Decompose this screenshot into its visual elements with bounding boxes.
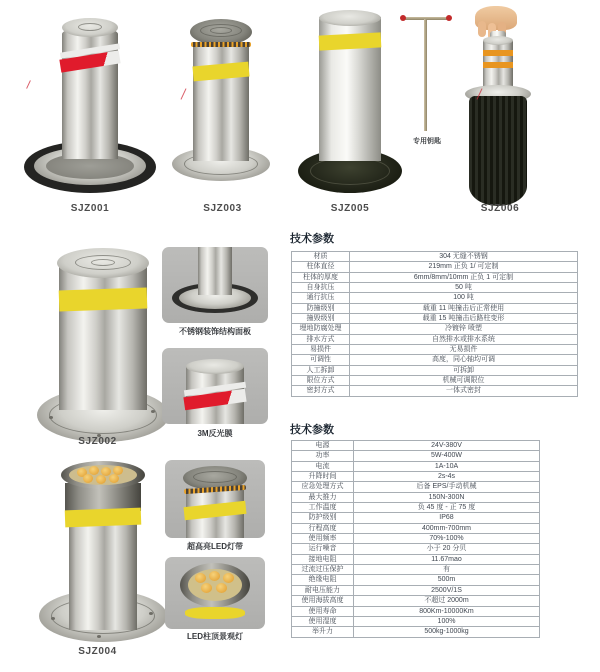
led-bulb xyxy=(96,475,106,484)
spec-value: 2500V/1S xyxy=(354,585,540,595)
cap-ring-inner xyxy=(91,259,115,266)
spec-row xyxy=(292,314,578,324)
spec-key: 使用寿命 xyxy=(292,606,354,616)
spec-key: 排水方式 xyxy=(292,334,350,344)
spec-row xyxy=(292,252,578,262)
spec-key: 功率 xyxy=(292,451,354,461)
spec-row xyxy=(292,565,540,575)
spec-value: 5W-400W xyxy=(354,451,540,461)
spec-value: 11.67mao xyxy=(354,554,540,564)
base-ring xyxy=(310,157,390,185)
flange-bolt xyxy=(51,617,55,620)
spec-value: 70%-100% xyxy=(354,534,540,544)
product-sjz004 xyxy=(25,455,170,672)
spec-row xyxy=(292,376,578,386)
spec-value: 800Km-10000Km xyxy=(354,606,540,616)
spec-title-mechanical: 技术参数 xyxy=(290,233,334,245)
orange-band xyxy=(483,50,513,56)
spec-value: 100% xyxy=(354,616,540,626)
spec-row xyxy=(292,303,578,313)
spec-row xyxy=(292,513,540,523)
model-label-sjz005: SJZ005 xyxy=(330,203,370,214)
spec-key: 工作温度 xyxy=(292,503,354,513)
spec-key: 举升力 xyxy=(292,627,354,637)
spec-value: 500kg-1000kg xyxy=(354,627,540,637)
detail-card-reflective-film xyxy=(162,348,268,424)
led-bulb xyxy=(109,474,119,483)
flange-bolt xyxy=(151,410,155,413)
spec-key: 撞毁级别 xyxy=(292,314,350,324)
spec-key: 材质 xyxy=(292,252,350,262)
spec-value: 304 无缝不锈钢 xyxy=(350,252,578,262)
spec-value: 自然排水或排水系统 xyxy=(350,334,578,344)
spec-value: 一体式密封 xyxy=(350,386,578,396)
led-strip xyxy=(191,42,251,47)
spec-key: 防护级别 xyxy=(292,513,354,523)
yellow-band xyxy=(65,508,142,528)
model-label-sjz006: SJZ006 xyxy=(480,203,520,214)
spec-row xyxy=(292,596,540,606)
spec-key: 通行抗压 xyxy=(292,293,350,303)
spec-key: 最大推力 xyxy=(292,492,354,502)
spec-value: 6mm/8mm/10mm 正负 1 可定制 xyxy=(350,272,578,282)
model-label-sjz003: SJZ003 xyxy=(203,203,242,214)
model-label-sjz002: SJZ002 xyxy=(78,436,117,447)
flange-bolt xyxy=(149,612,153,615)
product-sjz006 xyxy=(445,3,555,220)
product-sjz003 xyxy=(160,5,285,220)
spec-row xyxy=(292,345,578,355)
bollard-top-cap xyxy=(319,10,381,26)
cylinder-cap xyxy=(483,36,513,45)
strip-cap-ring xyxy=(193,471,237,483)
spec-value: 1A-10A xyxy=(354,461,540,471)
bollard-body xyxy=(59,264,147,410)
spec-key: 柱体的厚度 xyxy=(292,272,350,282)
spec-key: 电流 xyxy=(292,461,354,471)
product-sjz005 xyxy=(290,5,410,220)
spec-key: 柱体直径 xyxy=(292,262,350,272)
spec-row xyxy=(292,386,578,396)
led-bulb xyxy=(209,571,220,581)
spec-value: 冷镀锌 喷塑 xyxy=(350,324,578,334)
spec-value: 400mm-700mm xyxy=(354,523,540,533)
spec-row xyxy=(292,461,540,471)
ground-sleeve xyxy=(469,96,527,206)
spec-row xyxy=(292,272,578,282)
bollard-body xyxy=(193,43,249,161)
spec-key: 人工拆卸 xyxy=(292,365,350,375)
key-shaft xyxy=(424,19,427,131)
spec-value: 100 吨 xyxy=(350,293,578,303)
caption-panel: 不锈钢装饰结构面板 xyxy=(179,327,251,336)
spec-value: 载重 11 吨撞击后正常使用 xyxy=(350,303,578,313)
spec-row xyxy=(292,606,540,616)
spec-key: 耐电压能力 xyxy=(292,585,354,595)
spec-key: 行程高度 xyxy=(292,523,354,533)
spec-value: 500m xyxy=(354,575,540,585)
spec-key: 使用海拔高度 xyxy=(292,596,354,606)
spec-key: 运行噪音 xyxy=(292,544,354,554)
film-bollard-cap xyxy=(186,359,244,374)
spec-row xyxy=(292,627,540,637)
spec-row xyxy=(292,544,540,554)
spec-key: 可调性 xyxy=(292,355,350,365)
spec-row xyxy=(292,575,540,585)
spec-value: 小于 20 分贝 xyxy=(354,544,540,554)
spec-key: 应急处理方式 xyxy=(292,482,354,492)
spec-value: 载重 15 吨撞击后路柱变形 xyxy=(350,314,578,324)
spec-key: 使用湿度 xyxy=(292,616,354,626)
key-handle-tip-left xyxy=(400,15,406,21)
cap-ring xyxy=(78,23,102,31)
detail-card-led-strip xyxy=(165,460,265,538)
spec-value: 有 xyxy=(354,565,540,575)
spec-row xyxy=(292,534,540,544)
spec-key: 限位方式 xyxy=(292,376,350,386)
spec-row xyxy=(292,503,540,513)
spec-key: 埋地防腐处理 xyxy=(292,324,350,334)
spec-key: 绝缘电阻 xyxy=(292,575,354,585)
top-light-yellow-band xyxy=(185,607,245,619)
spec-row xyxy=(292,554,540,564)
spec-key: 过流过压保护 xyxy=(292,565,354,575)
spec-key: 易损件 xyxy=(292,345,350,355)
spec-value: 无易损件 xyxy=(350,345,578,355)
spec-row xyxy=(292,523,540,533)
panel-pipe xyxy=(198,247,232,295)
model-label-sjz004: SJZ004 xyxy=(78,646,117,657)
caption-led-top: LED柱顶景观灯 xyxy=(187,632,243,641)
spec-value: 不超过 2000m xyxy=(354,596,540,606)
spec-value: IP68 xyxy=(354,513,540,523)
spec-value: 机械可调限位 xyxy=(350,376,578,386)
spec-row xyxy=(292,365,578,375)
model-label-sjz001: SJZ001 xyxy=(70,203,110,214)
spec-row xyxy=(292,293,578,303)
spec-table-mechanical xyxy=(291,251,578,397)
spec-key: 密封方式 xyxy=(292,386,350,396)
spec-value: 后备 EPS/手动机械 xyxy=(354,482,540,492)
spec-row xyxy=(292,616,540,626)
spec-row xyxy=(292,324,578,334)
spec-row xyxy=(292,441,540,451)
bollard-body xyxy=(69,523,137,630)
flange-bolt xyxy=(49,416,53,419)
spec-row xyxy=(292,334,578,344)
led-bulb xyxy=(201,583,212,593)
spec-row xyxy=(292,451,540,461)
spec-value: 219mm 正负 1/ 可定制 xyxy=(350,262,578,272)
spec-value: 高度，同心轴均可调 xyxy=(350,355,578,365)
detail-card-panel xyxy=(162,247,268,323)
spec-row xyxy=(292,472,540,482)
spec-table-electrical xyxy=(291,440,540,638)
led-bulb xyxy=(195,573,206,583)
spec-value: 负 45 度 - 正 75 度 xyxy=(354,503,540,513)
spec-title-electrical: 技术参数 xyxy=(290,424,334,436)
spec-value: 150N-300N xyxy=(354,492,540,502)
yellow-band xyxy=(59,287,148,311)
product-sjz002 xyxy=(25,240,170,455)
spec-key: 接地电阻 xyxy=(292,554,354,564)
spec-value: 2s-4s xyxy=(354,472,540,482)
hand-finger xyxy=(478,21,486,37)
spec-key: 升降时间 xyxy=(292,472,354,482)
spec-row xyxy=(292,492,540,502)
spec-row xyxy=(292,585,540,595)
spec-value: 50 吨 xyxy=(350,283,578,293)
spec-key: 电源 xyxy=(292,441,354,451)
flange-bolt xyxy=(97,635,101,638)
led-bulb xyxy=(216,583,227,593)
spec-key: 防撞级别 xyxy=(292,303,350,313)
spec-value: 可拆卸 xyxy=(350,365,578,375)
spec-row xyxy=(292,283,578,293)
cap-ring-inner xyxy=(210,27,232,34)
spec-row xyxy=(292,355,578,365)
detail-card-led-top xyxy=(165,557,265,629)
spec-row xyxy=(292,482,540,492)
spec-row xyxy=(292,262,578,272)
led-bulb xyxy=(83,474,93,483)
orange-band xyxy=(483,62,513,68)
spec-key: 使用频率 xyxy=(292,534,354,544)
caption-led-strip: 超高亮LED灯带 xyxy=(187,542,243,551)
caption-reflective-film: 3M反光膜 xyxy=(197,429,233,438)
spec-value: 24V-380V xyxy=(354,441,540,451)
spec-key: 自身抗压 xyxy=(292,283,350,293)
product-sjz001 xyxy=(20,5,160,220)
led-bulb xyxy=(223,573,234,583)
key-caption: 专用钥匙 xyxy=(413,138,441,145)
